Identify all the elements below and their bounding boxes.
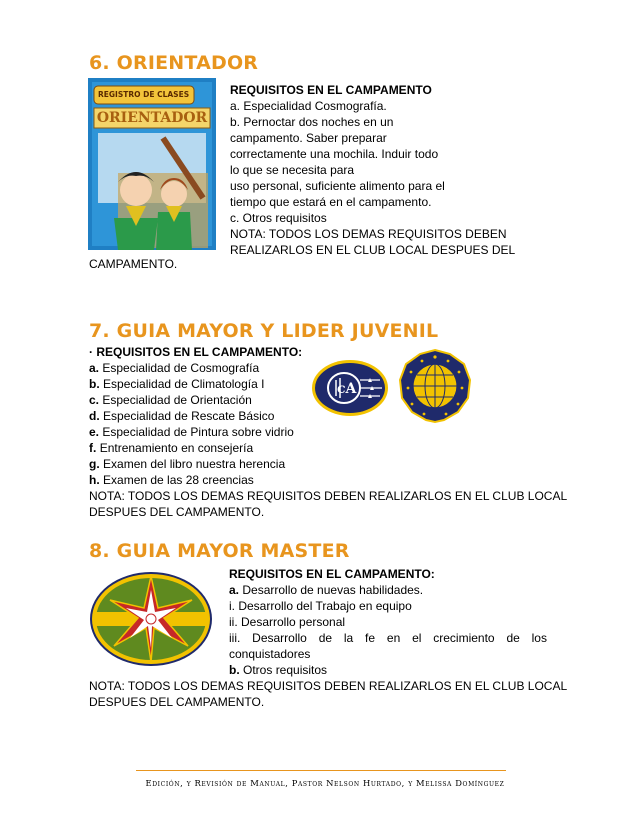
cover-banner-text: REGISTRO DE CLASES — [98, 90, 190, 99]
s6-line-10: REALIZARLOS EN EL CLUB LOCAL DESPUES DEL — [230, 243, 516, 257]
s6-line-9: NOTA: TODOS LOS DEMAS REQUISITOS DEBEN — [230, 227, 507, 241]
s8-item-iii: iii. Desarrollo de la fe en el crecimiento de los — [229, 631, 547, 645]
globe-emblem-icon — [398, 348, 472, 424]
s6-req-title: REQUISITOS EN EL CAMPAMENTO — [230, 83, 432, 97]
bullet-icon: · — [89, 345, 93, 359]
s7-item-e: e. Especialidad de Pintura sobre vidrio — [89, 425, 294, 439]
footer-credits: Edición, y Revisión de Manual, Pastor Nelson Hurtado, y Melissa Domínguez — [145, 778, 505, 788]
s7-item-f: f. Entrenamiento en consejería — [89, 441, 254, 455]
footer-divider — [136, 770, 506, 771]
s8-item-a: a. Desarrollo de nuevas habilidades. — [229, 583, 424, 597]
s6-line-6: uso personal, suficiente alimento para el — [230, 179, 445, 193]
s6-line-1: a. Especialidad Cosmografía. — [230, 99, 387, 113]
master-guide-emblem-icon — [88, 570, 214, 668]
svg-text:cA: cA — [337, 381, 357, 397]
s8-item-i: i. Desarrollo del Trabajo en equipo — [229, 599, 412, 613]
s7-item-c: c. Especialidad de Orientación — [89, 393, 252, 407]
s7-item-h: h. Examen de las 28 creencias — [89, 473, 254, 487]
s7-note-line-1: NOTA: TODOS LOS DEMAS REQUISITOS DEBEN REALIZARLOS EN EL CLUB LOCAL — [89, 489, 568, 503]
s8-item-ii: ii. Desarrollo personal — [229, 615, 346, 629]
s8-item-b: b. Otros requisitos — [229, 663, 328, 677]
s6-line-7: tiempo que estará en el campamento. — [230, 195, 432, 209]
section-7-heading: 7. GUIA MAYOR Y LIDER JUVENIL — [89, 320, 439, 342]
cover-title-text: ORIENTADOR — [96, 110, 208, 126]
s6-last-line: CAMPAMENTO. — [89, 257, 178, 271]
s7-req-title — [89, 344, 302, 360]
s8-req-title: REQUISITOS EN EL CAMPAMENTO: — [229, 567, 435, 581]
s8-item-iii-cont: conquistadores — [229, 647, 311, 661]
s7-item-a: a. Especialidad de Cosmografía — [89, 361, 260, 375]
s6-line-5: lo que se necesita para — [230, 163, 355, 177]
s7-item-g: g. Examen del libro nuestra herencia — [89, 457, 286, 471]
s7-note-line-2: DESPUES DEL CAMPAMENTO. — [89, 505, 265, 519]
s8-note-line-1: NOTA: TODOS LOS DEMAS REQUISITOS DEBEN REALIZARLOS EN EL CLUB LOCAL — [89, 679, 568, 693]
section-8-heading: 8. GUIA MAYOR MASTER — [89, 540, 350, 562]
section-6-heading: 6. ORIENTADOR — [89, 52, 259, 74]
orientador-book-cover-icon — [88, 78, 216, 250]
s6-line-4: correctamente una mochila. Induir todo — [230, 147, 439, 161]
s8-note-line-2: DESPUES DEL CAMPAMENTO. — [89, 695, 265, 709]
s7-item-b: b. Especialidad de Climatología I — [89, 377, 265, 391]
s7-req-title-text: REQUISITOS EN EL CAMPAMENTO: — [96, 345, 303, 359]
s7-item-d: d. Especialidad de Rescate Básico — [89, 409, 275, 423]
s6-line-8: c. Otros requisitos — [230, 211, 327, 225]
guia-mayor-emblem-icon — [310, 358, 390, 418]
s6-line-2: b. Pernoctar dos noches en un — [230, 115, 394, 129]
s6-line-3: campamento. Saber preparar — [230, 131, 387, 145]
